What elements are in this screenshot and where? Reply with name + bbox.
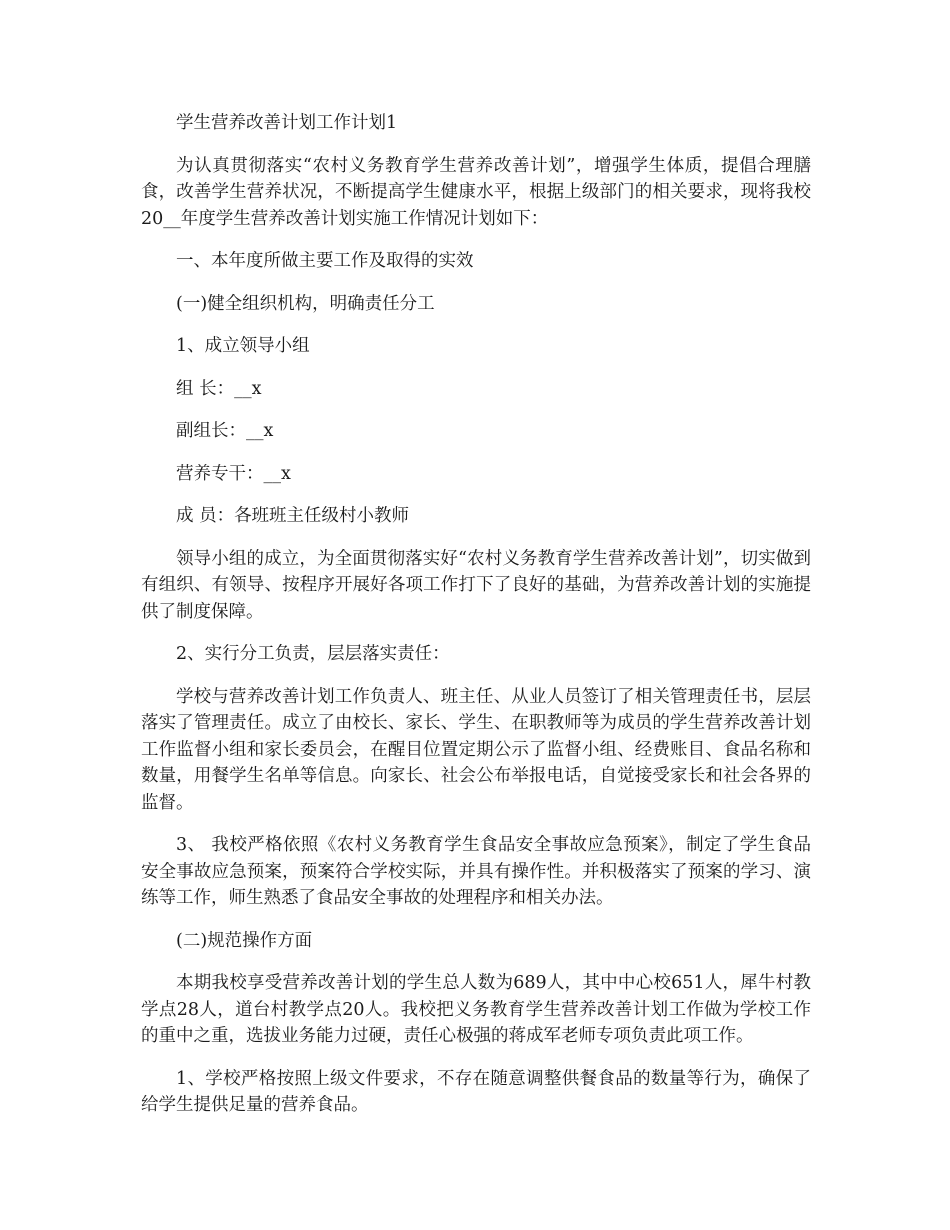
paragraph-student-count: 本期我校享受营养改善计划的学生总人数为689人，其中中心校651人，犀牛村教学点28人，道台村教学点20人。我校把义务教育学生营养改善计划工作做为学校工作的重中之重，选拔业务能力过硬，责任心极强的蒋成军老师专项负责此项工作。 <box>141 973 811 1046</box>
members-line: 成 员：各班班主任级村小教师 <box>176 506 410 526</box>
document-body <box>141 110 811 1135</box>
section-heading-1: 一、本年度所做主要工作及取得的实效 <box>176 251 474 271</box>
paragraph-emergency-plan: 3、 我校严格依照《农村义务教育学生食品安全事故应急预案》，制定了学生食品安全事故应急预案，预案符合学校实际，并具有操作性。并积极落实了预案的学习、演练等工作，师生熟悉了食品安全事故的处理程序和相关办法。 <box>141 835 811 908</box>
team-leader-line: 组 长：__x <box>176 378 262 399</box>
paragraph-intro: 为认真贯彻落实“农村义务教育学生营养改善计划”，增强学生体质，提倡合理膳食，改善学生营养状况，不断提高学生健康水平，根据上级部门的相关要求，现将我校20__年度学生营养改善计划实施工作情况计划如下： <box>141 155 811 229</box>
subsection-heading-2: (二)规范操作方面 <box>176 930 313 951</box>
nutrition-officer-line: 营养专干：__x <box>176 463 291 484</box>
paragraph-food-quantity: 1、学校严格按照上级文件要求，不存在随意调整供餐食品的数量等行为，确保了给学生提供足量的营养食品。 <box>141 1068 811 1115</box>
subsection-heading-1: (一)健全组织机构，明确责任分工 <box>176 293 435 314</box>
list-item-responsibility: 2、实行分工负责，层层落实责任： <box>176 644 450 664</box>
list-item-leading-group: 1、成立领导小组 <box>176 336 310 356</box>
paragraph-responsibility: 学校与营养改善计划工作负责人、班主任、从业人员签订了相关管理责任书，层层落实了管理责任。成立了由校长、家长、学生、在职教师等为成员的学生营养改善计划工作监督小组和家长委员会，在醒目位置定期公示了监督小组、经费账目、食品名称和数量，用餐学生名单等信息。向家长、社会公布举报电话，自觉接受家长和社会各界的监督。 <box>141 686 811 813</box>
paragraph-group-purpose: 领导小组的成立，为全面贯彻落实好“农村义务教育学生营养改善计划”，切实做到有组织、有领导、按程序开展好各项工作打下了良好的基础，为营养改善计划的实施提供了制度保障。 <box>141 548 811 622</box>
deputy-leader-line: 副组长：__x <box>176 421 274 441</box>
document-title: 学生营养改善计划工作计划1 <box>176 113 398 133</box>
